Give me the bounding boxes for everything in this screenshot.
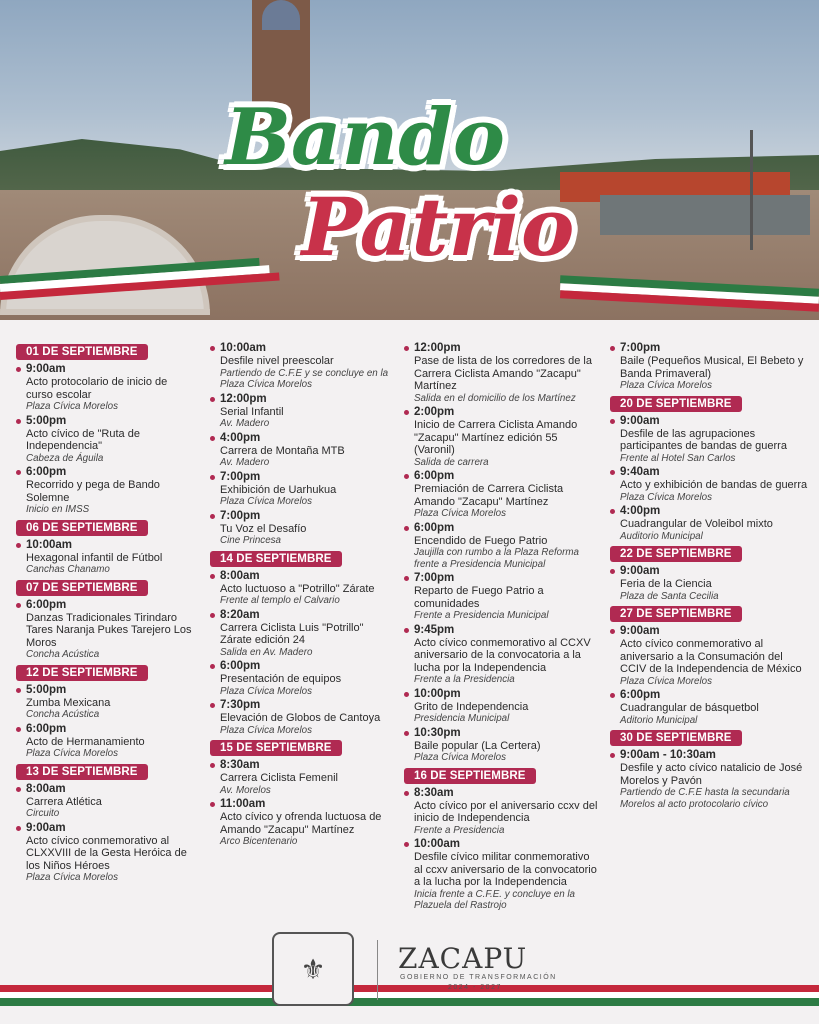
event-time: 5:00pm [26,683,67,696]
event-time: 8:20am [220,608,260,621]
event-item [210,570,395,607]
event-place: Plaza Cívica Morelos [220,724,313,736]
event-item [404,727,600,764]
event-place: Aditorio Municipal [620,714,698,726]
event-time: 9:00am - 10:30am [620,749,716,761]
event-item [210,699,395,736]
event-place: Cabeza de Águila [26,452,104,464]
event-place: Plaza Cívica Morelos [620,380,713,391]
event-time: 10:30pm [414,726,461,739]
event-description: Tu Voz el Desafío [220,522,307,535]
event-description: Carrera Ciclista Femenil [220,772,338,784]
event-item [16,822,196,884]
event-description: Elevación de Globos de Cantoya [220,712,381,724]
event-description: Serial Infantil [220,405,284,418]
event-description: Baile popular (La Certera) [414,739,541,752]
event-description: Acto cívico y ofrenda luctuosa de Amando "Zacapu" Martínez [220,811,382,836]
event-place: Frente a la Presidencia [414,674,515,685]
event-item [404,522,600,571]
event-time: 8:30am [414,786,454,799]
brand-subtitle: GOBIERNO DE TRANSFORMACIÓN [400,974,557,981]
event-description: Danzas Tradicionales Tirindaro Tares Naranja Pukes Tarejero Los Moros [26,611,192,649]
event-item [610,342,810,392]
event-time: 7:00pm [220,509,261,522]
schedule-column-2 [210,342,395,850]
event-item [210,432,395,469]
event-time: 7:00pm [220,470,261,483]
event-description: Desfile nivel preescolar [220,355,334,367]
event-item [404,470,600,520]
event-place: Inicia frente a C.F.E. y concluye en la Plazuela del Rastrojo [414,888,576,911]
event-description: Exhibición de Uarhukua [220,483,337,496]
event-item [16,599,196,661]
event-place: Frente a Presidencia [414,824,505,836]
event-time: 7:00pm [620,342,661,354]
event-description: Premiación de Carrera Ciclista Amando "Zacapu" Martínez [414,483,564,508]
event-item [610,625,810,687]
date-header: 30 DE SEPTIEMBRE [610,730,742,746]
event-item [610,689,810,726]
event-item [16,723,196,760]
date-header: 27 DE SEPTIEMBRE [610,606,742,622]
event-time: 9:00am [26,363,66,375]
event-time: 7:30pm [220,699,261,711]
event-place: Plaza de Santa Cecilia [620,590,719,602]
event-description: Zumba Mexicana [26,696,111,709]
date-header: 14 DE SEPTIEMBRE [210,551,342,567]
brand-name: ZACAPU [398,942,528,975]
event-time: 9:00am [620,414,660,427]
event-place: Concha Acústica [26,649,100,660]
date-header: 06 DE SEPTIEMBRE [16,520,148,536]
event-place: Partiendo de C.F.E hasta la secundaria Morelos al acto protocolario cívico [620,787,790,810]
event-description: Acto luctuoso a "Potrillo" Zárate [220,582,375,595]
event-description: Feria de la Ciencia [620,578,712,590]
event-description: Recorrido y pega de Bando Solemne [26,479,160,504]
event-item [404,688,600,725]
event-time: 4:00pm [620,505,661,517]
event-place: Frente al templo el Calvario [220,595,340,606]
event-item [210,510,395,547]
event-time: 10:00am [220,342,267,354]
event-place: Av. Morelos [220,784,271,796]
event-item [16,363,196,413]
footer [0,920,819,1024]
event-time: 8:00am [220,569,260,582]
event-item [16,783,196,820]
event-place: Concha Acústica [26,709,100,720]
title-patrio: Patrio [301,180,575,274]
event-place: Plaza Cívica Morelos [414,752,507,763]
event-time: 9:00am [620,625,660,637]
date-header: 12 DE SEPTIEMBRE [16,665,148,681]
event-description: Acto protocolario de inicio de curso escolar [26,376,168,401]
event-time: 6:00pm [26,466,67,478]
event-description: Hexagonal infantil de Fútbol [26,551,163,564]
event-item [610,505,810,542]
date-header: 16 DE SEPTIEMBRE [404,768,536,784]
schedule-column-4 [610,342,810,812]
event-place: Salida de carrera [414,456,489,468]
event-description: Reparto de Fuego Patrio a comunidades [414,585,544,610]
event-item [210,393,395,430]
event-item [404,787,600,837]
event-description: Pase de lista de los corredores de la Carrera Ciclista Amando "Zacapu" Martínez [414,355,592,392]
event-time: 4:00pm [220,431,261,444]
event-place: Plaza Cívica Morelos [26,872,119,883]
event-time: 10:00am [26,538,73,551]
event-time: 9:00am [26,821,66,834]
title-bando: Bando [225,92,505,183]
date-header: 07 DE SEPTIEMBRE [16,580,148,596]
event-description: Encendido de Fuego Patrio [414,534,548,547]
event-time: 6:00pm [414,521,455,534]
event-time: 8:00am [26,782,66,795]
event-time: 5:00pm [26,414,67,427]
church-dome [262,0,300,30]
event-description: Cuadrangular de básquetbol [620,702,759,714]
event-item [610,466,810,503]
event-time: 6:00pm [26,598,67,611]
event-place: Plaza Cívica Morelos [620,675,713,687]
event-description: Acto y exhibición de bandas de guerra [620,479,808,491]
schedule-column-3 [404,342,600,914]
event-time: 12:00pm [414,342,461,354]
event-description: Carrera Ciclista Luis "Potrillo" Zárate edición 24 [220,621,364,646]
event-description: Acto cívico conmemorativo al CLXXVIII de la Gesta Heróica de los Niños Héroes [26,834,187,872]
event-place: Plaza Cívica Morelos [620,491,713,503]
event-place: Auditorio Municipal [620,530,703,542]
event-place: Presidencia Municipal [414,713,510,724]
event-description: Acto cívico conmemorativo al aniversario a la Consumación del CCIV de la Independencia de México [620,638,802,675]
event-time: 9:00am [620,565,660,577]
event-place: Circuito [26,808,60,819]
event-place: Cine Princesa [220,535,281,546]
event-item [16,466,196,516]
event-item [16,415,196,465]
event-place: Arco Bicentenario [220,836,298,847]
event-time: 6:00pm [26,722,67,735]
date-header: 15 DE SEPTIEMBRE [210,740,342,756]
event-description: Presentación de equipos [220,673,342,685]
event-place: Partiendo de C.F.E y se concluye en la Plaza Cívica Morelos [220,367,389,390]
event-place: Frente al Hotel San Carlos [620,452,736,464]
event-place: Av. Madero [220,457,270,468]
event-place: Canchas Chanamo [26,564,110,575]
event-description: Acto cívico de "Ruta de Independencia" [26,427,140,452]
event-item [210,798,395,848]
event-description: Acto cívico conmemorativo al CCXV aniversario de la convocatoria a la lucha por la Independencia [414,636,591,674]
event-description: Desfile y acto cívico natalicio de José Morelos y Pavón [620,762,803,787]
brand-years: 2024 - 2027 [448,984,502,991]
event-item [404,406,600,468]
event-time: 6:00pm [414,470,455,482]
event-item [16,539,196,576]
event-item [404,572,600,622]
event-description: Carrera Atlética [26,795,102,808]
event-item [404,342,600,404]
lamp-post [750,130,753,250]
municipal-seal-icon: ⚜ [272,932,354,1006]
event-place: Plaza Cívica Morelos [26,748,119,759]
event-time: 9:45pm [414,623,455,636]
event-place: Plaza Cívica Morelos [26,401,119,412]
event-time: 10:00pm [414,687,461,700]
event-time: 7:00pm [414,572,455,584]
event-description: Baile (Pequeños Musical, El Bebeto y Banda Primaveral) [620,355,804,380]
event-item [16,684,196,721]
schedule-column-1 [16,342,196,886]
event-place: Inicio en IMSS [26,504,90,515]
event-time: 6:00pm [620,689,661,701]
footer-divider [377,940,378,1000]
event-place: Plaza Cívica Morelos [220,685,313,697]
event-time: 10:00am [414,838,461,850]
event-item [210,660,395,697]
event-description: Inicio de Carrera Ciclista Amando "Zacapu" Martínez edición 55 (Varonil) [414,419,578,456]
event-item [610,415,810,465]
event-description: Acto de Hermanamiento [26,735,145,748]
event-place: Frente a Presidencia Municipal [414,610,549,621]
schedule [0,300,819,940]
event-item [404,838,600,912]
roof [600,195,810,235]
event-time: 8:30am [220,759,260,771]
event-place: Salida en Av. Madero [220,646,313,658]
event-item [210,759,395,796]
event-place: Jaujilla con rumbo a la Plaza Reforma frente a Presidencia Municipal [414,547,579,570]
event-time: 11:00am [220,798,266,810]
date-header: 22 DE SEPTIEMBRE [610,546,742,562]
event-description: Grito de Independencia [414,700,529,713]
event-item [610,565,810,602]
event-place: Salida en el domicilio de los Martínez [414,392,576,404]
event-time: 2:00pm [414,406,455,418]
event-place: Av. Madero [220,418,270,429]
event-description: Desfile de las agrupaciones participantes de bandas de guerra [620,427,787,452]
event-item [210,471,395,508]
event-description: Cuadrangular de Voleibol mixto [620,518,773,530]
event-description: Desfile cívico militar conmemorativo al ccxv aniversario de la convocatorio a la lucha por la Independencia [414,851,597,888]
event-item [210,609,395,659]
date-header: 13 DE SEPTIEMBRE [16,764,148,780]
event-description: Carrera de Montaña MTB [220,444,345,457]
event-item [610,749,810,810]
event-time: 9:40am [620,466,660,478]
event-item [404,624,600,686]
date-header: 20 DE SEPTIEMBRE [610,396,742,412]
event-place: Plaza Cívica Morelos [414,508,507,519]
event-time: 6:00pm [220,660,261,672]
event-time: 12:00pm [220,392,267,405]
event-place: Plaza Cívica Morelos [220,496,313,507]
event-item [210,342,395,391]
date-header: 01 DE SEPTIEMBRE [16,344,148,360]
event-description: Acto cívico por el aniversario ccxv del inicio de Independencia [414,799,598,824]
